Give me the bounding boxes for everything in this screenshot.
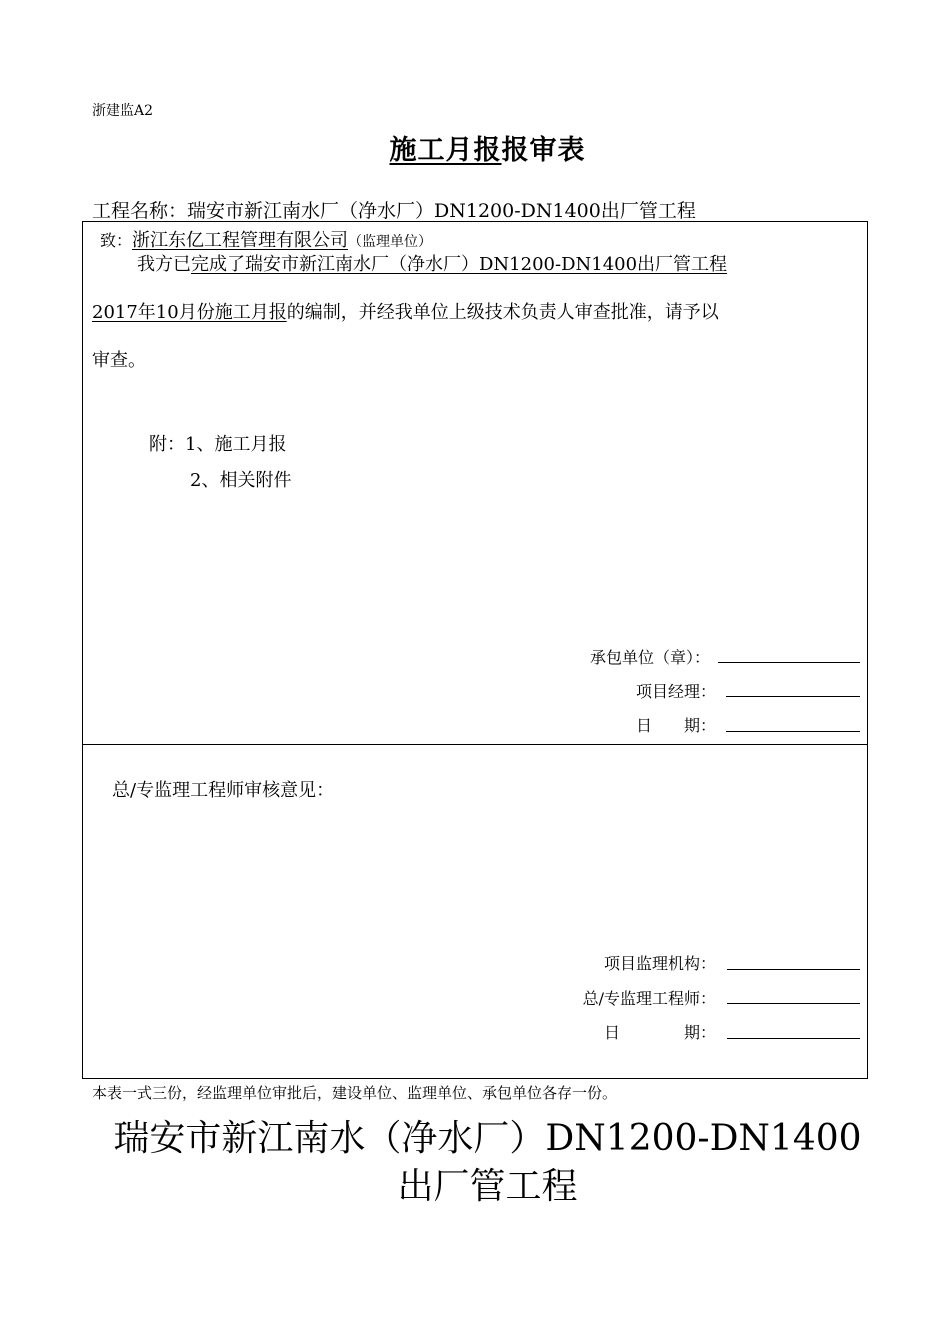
form-code: 浙建监A2 [92, 103, 154, 119]
attachment-item-2: 2、相关附件 [190, 470, 292, 491]
section-divider [82, 744, 868, 745]
big-project-name-line-1: 瑞安市新江南水（净水厂）DN1200-DN1400 [113, 1118, 862, 1159]
big-project-name-line-2: 出厂管工程 [397, 1166, 578, 1207]
supervision-agency-line [727, 969, 860, 970]
form-table [82, 221, 868, 1079]
attachment-item-1: 附：1、施工月报 [149, 434, 287, 455]
supervision-agency-label: 项目监理机构： [603, 954, 716, 973]
form-title-underlined: 施工月报 [389, 135, 502, 166]
body-line2-underlined: 2017年10月份施工月报 [92, 302, 287, 323]
addressee-line [100, 226, 432, 252]
project-name-line [92, 196, 696, 223]
supervising-engineer-label: 总/专监理工程师： [582, 989, 716, 1008]
contractor-unit-label: 承包单位（章）： [589, 648, 710, 667]
body-line-2 [92, 298, 719, 324]
supervisor-date-label: 日 期： [603, 1023, 716, 1042]
body-line-1 [137, 250, 727, 276]
supervisor-date-line [727, 1038, 860, 1039]
form-title-rest: 报审表 [501, 135, 586, 166]
body-line-3: 审查。 [92, 350, 146, 371]
contractor-unit-line [718, 662, 860, 663]
body-line1-prefix: 我方已 [137, 254, 191, 275]
body-line2-rest: 的编制，并经我单位上级技术负责人审查批准，请予以 [286, 302, 719, 323]
project-manager-label: 项目经理： [635, 682, 716, 701]
form-title [0, 128, 950, 167]
project-label: 工程名称： [92, 200, 188, 222]
contractor-date-line [726, 731, 860, 732]
contractor-date-label: 日 期： [635, 716, 716, 735]
addressee-prefix: 致： [100, 231, 133, 250]
footer-note: 本表一式三份，经监理单位审批后，建设单位、监理单位、承包单位各存一份。 [92, 1084, 618, 1102]
addressee-role: （监理单位） [348, 234, 433, 250]
review-heading: 总/专监理工程师审核意见： [112, 780, 335, 801]
supervising-engineer-line [727, 1003, 860, 1004]
body-line1-underlined: 完成了瑞安市新江南水厂（净水厂）DN1200-DN1400出厂管工程 [191, 254, 728, 275]
supervision-company: 浙江东亿工程管理有限公司 [132, 230, 349, 251]
project-manager-line [726, 696, 860, 697]
project-name: 瑞安市新江南水厂（净水厂）DN1200-DN1400出厂管工程 [187, 200, 696, 222]
